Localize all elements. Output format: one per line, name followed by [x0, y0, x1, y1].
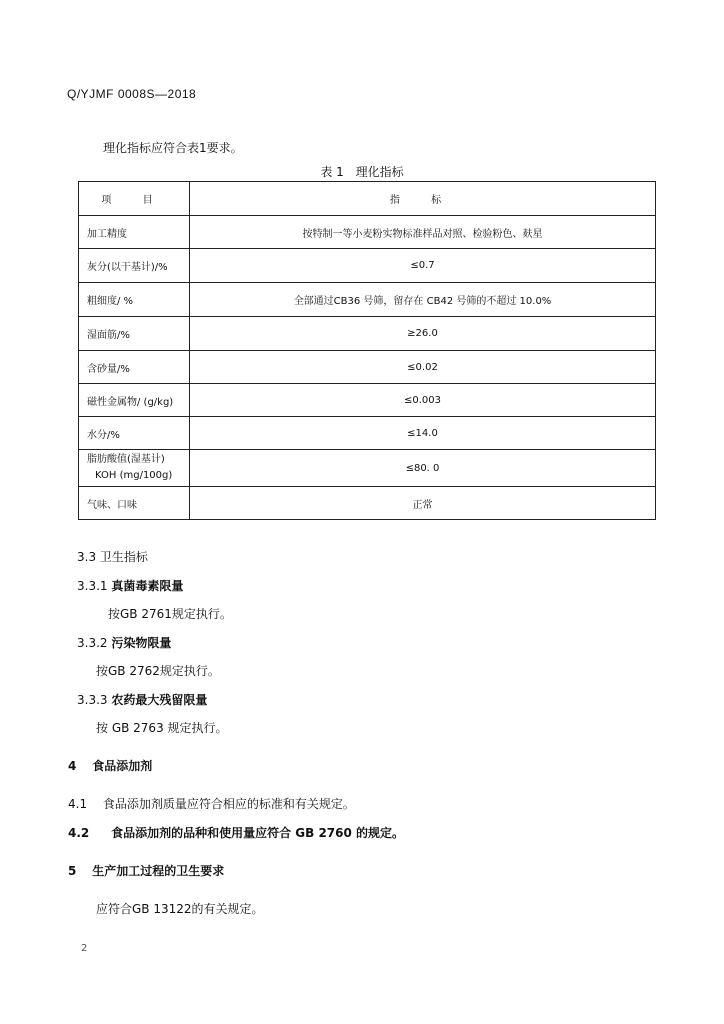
section-title: 污染物限量 — [111, 636, 172, 650]
section-3-3-3-text: 按 GB 2763 规定执行。 — [96, 721, 228, 735]
section-3-3-3-heading — [77, 691, 207, 708]
row-value: 全部通过CB36 号筛，留存在 CB42 号筛的不超过 10.0% — [190, 283, 656, 317]
table-row — [79, 317, 656, 351]
row-item: 湿面筋/% — [79, 317, 190, 351]
row-item-line2: KOH (mg/100g) — [95, 470, 173, 481]
row-value: ≥26.0 — [190, 317, 656, 351]
table-row — [79, 351, 656, 384]
row-value: ≤0.003 — [190, 384, 656, 417]
section-number: 3.3.3 — [77, 693, 108, 707]
section-number: 4.2 — [68, 826, 90, 840]
row-item: 气味、口味 — [79, 487, 190, 520]
table-caption — [0, 163, 724, 180]
row-item: 含砂量/% — [79, 351, 190, 384]
section-title: 生产加工过程的卫生要求 — [92, 864, 225, 878]
section-4-heading — [68, 757, 152, 774]
section-text: 食品添加剂质量应符合相应的标准和有关规定。 — [102, 797, 355, 811]
table-caption-title: 理化指标 — [355, 165, 404, 179]
row-value: ≤0.7 — [190, 249, 656, 283]
row-item — [79, 450, 190, 487]
section-number: 4 — [68, 759, 77, 773]
intro-paragraph: 理化指标应符合表1要求。 — [103, 141, 243, 155]
section-5-text: 应符合GB 13122的有关规定。 — [96, 902, 264, 916]
section-3-3-2-heading — [77, 634, 171, 651]
row-value: 正常 — [190, 487, 656, 520]
row-item: 加工精度 — [79, 216, 190, 249]
table-row — [79, 283, 656, 317]
section-number: 5 — [68, 864, 77, 878]
header-value: 指 标 — [190, 182, 656, 216]
table-row — [79, 487, 656, 520]
header-item: 项 目 — [79, 182, 190, 216]
table-row — [79, 216, 656, 249]
physicochemical-table — [78, 181, 656, 520]
section-4-1 — [68, 795, 355, 812]
row-value: ≤14.0 — [190, 417, 656, 450]
table-row — [79, 249, 656, 283]
table-header-row — [79, 182, 656, 216]
section-number: 3.3.2 — [77, 636, 108, 650]
section-title: 农药最大残留限量 — [111, 693, 208, 707]
section-3-3-1-text: 按GB 2761规定执行。 — [108, 607, 232, 621]
section-3-3-2-text: 按GB 2762规定执行。 — [96, 664, 220, 678]
section-4-2 — [68, 824, 404, 841]
row-item: 水分/% — [79, 417, 190, 450]
page-number: 2 — [81, 943, 88, 954]
table-row — [79, 417, 656, 450]
row-item: 灰分(以干基计)/% — [79, 249, 190, 283]
row-value: ≤80. 0 — [190, 450, 656, 487]
row-item-line1: 脂肪酸值(湿基计) — [87, 454, 165, 465]
table-row — [79, 384, 656, 417]
row-value: ≤0.02 — [190, 351, 656, 384]
table-caption-number: 表 1 — [320, 165, 344, 179]
table-row — [79, 450, 656, 487]
section-text: 食品添加剂的品种和使用量应符合 GB 2760 的规定。 — [111, 826, 405, 840]
section-5-heading — [68, 862, 224, 879]
row-value: 按特制一等小麦粉实物标准样品对照、检验粉色、麸星 — [190, 216, 656, 249]
section-number: 4.1 — [68, 797, 88, 811]
section-3-3-1-heading — [77, 577, 183, 594]
section-title: 食品添加剂 — [92, 759, 153, 773]
document-code: Q/YJMF 0008S—2018 — [67, 87, 197, 101]
row-item: 磁性金属物/ (g/kg) — [79, 384, 190, 417]
section-number: 3.3.1 — [77, 579, 108, 593]
section-title: 真菌毒素限量 — [111, 579, 184, 593]
section-3-3-heading: 3.3 卫生指标 — [77, 550, 148, 564]
row-item: 粗细度/ % — [79, 283, 190, 317]
